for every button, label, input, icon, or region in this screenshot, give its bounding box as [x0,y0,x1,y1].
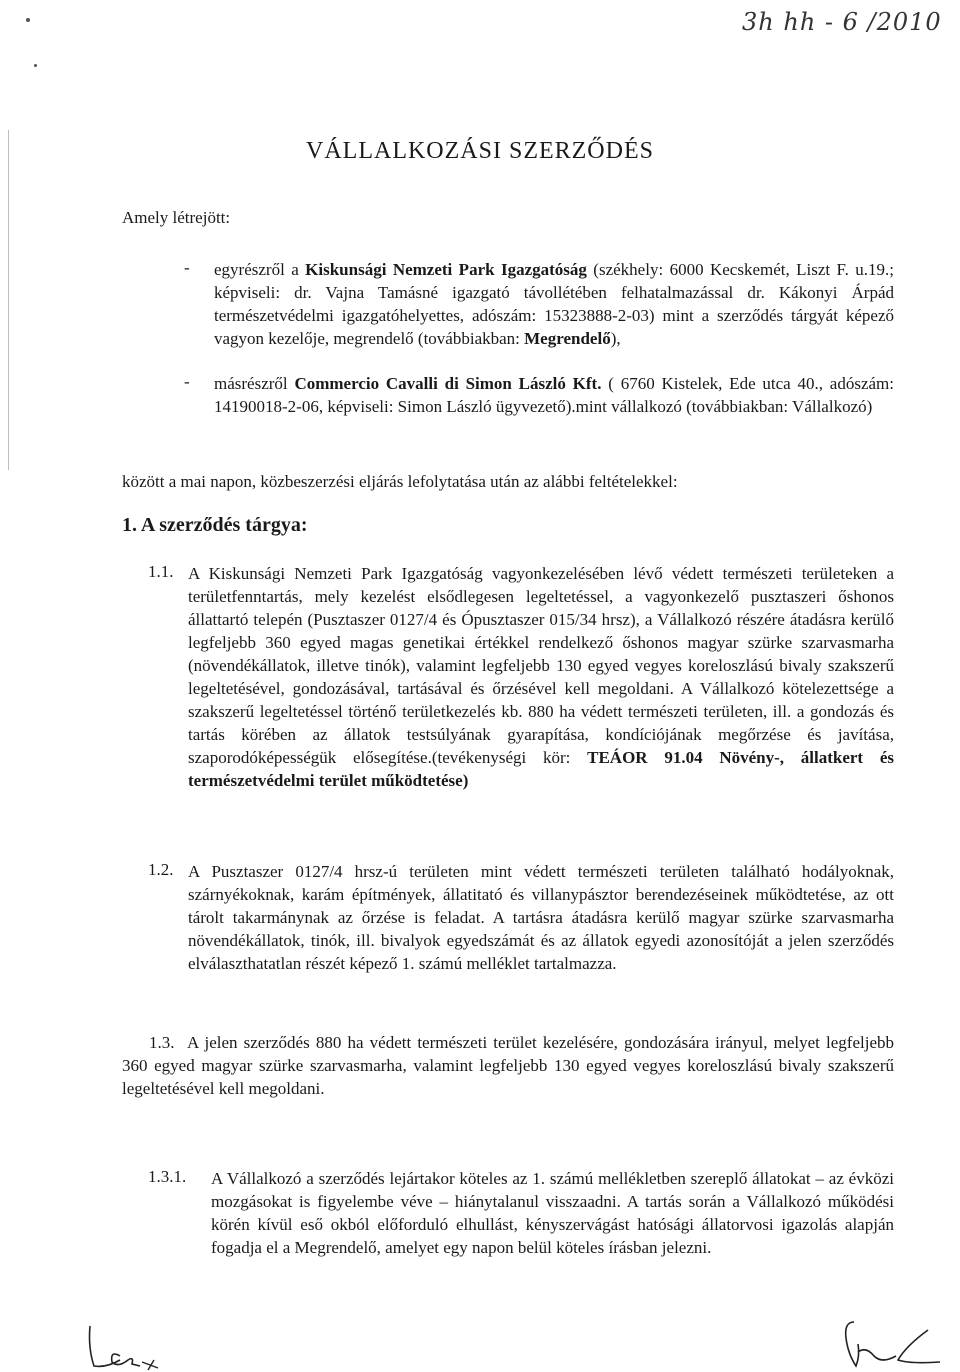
paragraph-1-3-1: A Vállalkozó a szerződés lejártakor köteles az 1. számú mellékletben szereplő állatokat – az évközi mozgásokat is figyelembe véve – hiánytalanul visszaadni. A tartás során a Vállalkozó működési körén kívül eső okból előforduló elhullást, kényszervágást hatósági állatorvosi igazolás alapján fogadja el a Megrendelő, amelyet egy napon belül köteles írásban jelezni. [211,1169,894,1257]
document-title: VÁLLALKOZÁSI SZERZŐDÉS [306,138,654,164]
paragraph-1-3: 1.3. A jelen szerződés 880 ha védett természeti terület kezelésére, gondozására irányul, melyet legfeljebb 360 egyed magyar szürke szarvasmarha, valamint legfeljebb 130 egyed vegyes koreloszlású bivaly szakszerű legeltetésével kell megoldani. [122,1033,894,1098]
party-1-text: egyrészről a Kiskunsági Nemzeti Park Igazgatóság (székhely: 6000 Kecskemét, Liszt F. u.19.; képviseli: dr. Vajna Tamásné igazgató távollétében felhatalmazással dr. Kákonyi Árpád természetvédelmi igazgatóhelyettes, adószám: 15323888-2-03) mint a szerződés tárgyát képező vagyon kezelője, megrendelő (továbbiakban: Megrendelő), [214,260,894,348]
paragraph-1-2: A Pusztaszer 0127/4 hrsz-ú területen mint védett természeti területen található hodályoknak, szárnyékoknak, karám építmények, állatitató és villanypásztor berendezéseinek működtetése, az ott tárolt takarmánynak az őrzése is feladat. A tartásra átadásra kerülő magyar szürke szarvasmarha növendékállatok, tinók, ill. bivalyok egyedszámát és az állatok egyedi azonosítóját a jelen szerződés elválaszthatatlan részét képező 1. számú melléklet tartalmazza. [188,862,894,973]
intro-text: Amely létrejött: [122,208,231,227]
party-2-dash: - [184,372,190,391]
paragraph-number: 1.3. [149,1033,175,1052]
paragraph-number: 1.2. [148,860,174,879]
signature-left-icon [84,1322,174,1372]
scan-margin-line [8,130,9,470]
scan-speck [34,64,37,67]
party-1-dash: - [184,258,190,277]
handwritten-document-number: 3h hh - 6 /2010 [742,8,942,36]
conditions-intro: között a mai napon, közbeszerzési eljárás lefolytatása után az alábbi feltételekkel: [122,472,678,491]
paragraph-1-1: A Kiskunsági Nemzeti Park Igazgatóság vagyonkezelésében lévő védett természeti területeken a területfenntartás, mely kezelést elsődlegesen legeltetéssel, a vagyonkezelő pusztaszeri őshonos állattartó telepén (Pusztaszer 0127/4 és Ópusztaszer 015/34 hrsz), a Vállalkozó részére átadásra kerülő legfeljebb 360 egyed magas genetikai értékkel rendelkező őshonos magyar szürke szarvasmarha (növendékállatok, illetve tinók), valamint legfeljebb 130 egyed vegyes koreloszlású bivaly szakszerű legeltetésével, gondozásával, tartásával és őrzésével kell megoldani. A Vállalkozó kötelezettsége a szakszerű legeltetéssel történő területkezelés kb. 880 ha védett természeti területen, ill. a gondozás és tartás körében az állatok testsúlyának gyarapítása, kondíciójának megőrzése és javítása, szaporodóképességük elősegítése.(tevékenységi kör: TEÁOR 91.04 Növény-, állatkert és természetvédelmi terület működtetése) [188,564,895,790]
scan-speck [26,18,30,22]
party-2-text: másrészről Commercio Cavalli di Simon László Kft. ( 6760 Kistelek, Ede utca 40., adószám: 14190018-2-06, képviseli: Simon László ügyvezető).mint vállalkozó (továbbiakban: Vállalkozó) [214,374,894,416]
section-1-heading: 1. A szerződés tárgya: [122,514,308,536]
signature-right-icon [836,1316,946,1372]
paragraph-number: 1.3.1. [148,1167,187,1186]
paragraph-number: 1.1. [148,562,174,581]
